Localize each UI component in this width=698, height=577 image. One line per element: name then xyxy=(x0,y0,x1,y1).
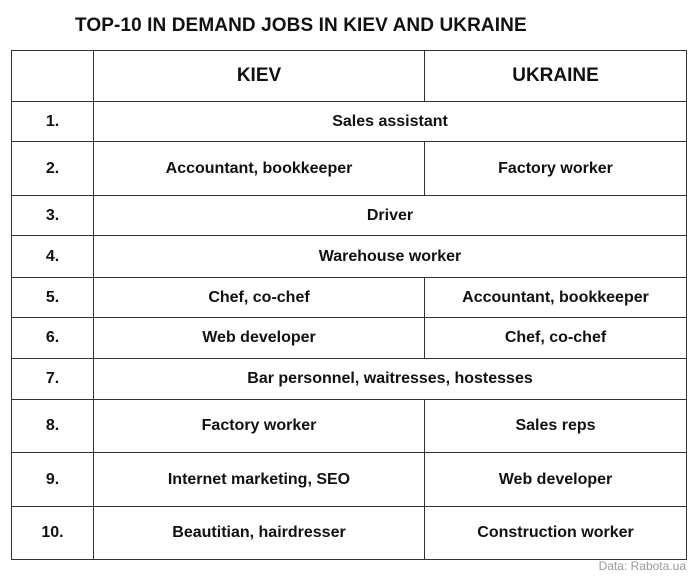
table-row xyxy=(12,359,687,400)
table-row xyxy=(12,507,687,560)
table-row xyxy=(12,236,687,278)
job-cell-ukraine: Sales reps xyxy=(425,400,687,453)
header-row xyxy=(12,51,687,102)
job-cell-kiev: Factory worker xyxy=(94,400,425,453)
job-cell-shared: Driver xyxy=(94,196,687,236)
ukraine-column-header: UKRAINE xyxy=(425,51,687,102)
job-cell-ukraine: Factory worker xyxy=(425,142,687,196)
job-cell-kiev: Web developer xyxy=(94,318,425,359)
job-cell-kiev: Beautitian, hairdresser xyxy=(94,507,425,560)
rank-cell: 9. xyxy=(12,453,94,507)
table-row xyxy=(12,142,687,196)
rank-cell: 3. xyxy=(12,196,94,236)
rank-cell: 2. xyxy=(12,142,94,196)
rank-cell: 5. xyxy=(12,278,94,318)
table-row xyxy=(12,453,687,507)
table-row xyxy=(12,196,687,236)
page-title: TOP-10 IN DEMAND JOBS IN KIEV AND UKRAINE xyxy=(75,15,527,36)
rank-cell: 7. xyxy=(12,359,94,400)
table-row xyxy=(12,318,687,359)
table-row xyxy=(12,102,687,142)
rank-cell: 10. xyxy=(12,507,94,560)
data-source-credit: Data: Rabota.ua xyxy=(598,559,686,573)
job-cell-ukraine: Web developer xyxy=(425,453,687,507)
kiev-column-header: KIEV xyxy=(94,51,425,102)
rank-cell: 6. xyxy=(12,318,94,359)
job-cell-shared: Warehouse worker xyxy=(94,236,687,278)
job-cell-kiev: Chef, co-chef xyxy=(94,278,425,318)
job-cell-kiev: Accountant, bookkeeper xyxy=(94,142,425,196)
job-cell-ukraine: Accountant, bookkeeper xyxy=(425,278,687,318)
rank-cell: 4. xyxy=(12,236,94,278)
table-row xyxy=(12,400,687,453)
job-cell-ukraine: Construction worker xyxy=(425,507,687,560)
job-cell-shared: Bar personnel, waitresses, hostesses xyxy=(94,359,687,400)
rank-column-header xyxy=(12,51,94,102)
jobs-table xyxy=(11,50,687,560)
job-cell-ukraine: Chef, co-chef xyxy=(425,318,687,359)
rank-cell: 8. xyxy=(12,400,94,453)
job-cell-kiev: Internet marketing, SEO xyxy=(94,453,425,507)
table-row xyxy=(12,278,687,318)
rank-cell: 1. xyxy=(12,102,94,142)
job-cell-shared: Sales assistant xyxy=(94,102,687,142)
